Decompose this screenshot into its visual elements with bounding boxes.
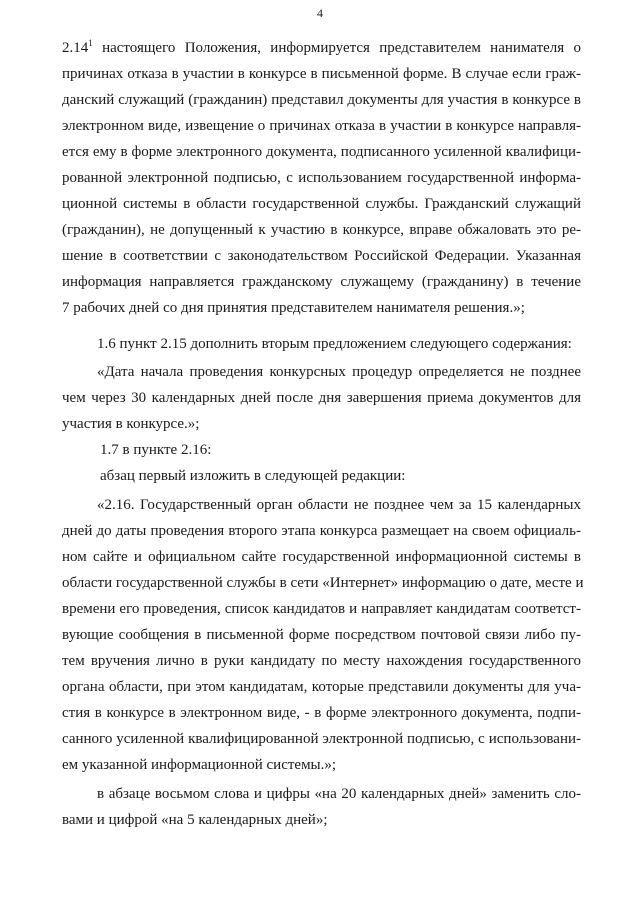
text-line: области государственной службы в сети «Интернет» информацию о дате, месте и	[62, 575, 584, 591]
text-line: абзац первый изложить в следующей редакции:	[100, 468, 406, 484]
text-line: 1.6 пункт 2.15 дополнить вторым предложением следующего содержания:	[97, 336, 572, 352]
text-line: участия в конкурсе.»;	[62, 416, 200, 432]
clause-number: 2.14	[62, 40, 89, 56]
text-line: данский служащий (гражданин) представил документы для участия в конкурсе в	[62, 92, 581, 108]
text-line: ем указанной информационной системы.»;	[62, 757, 337, 773]
text-line: ном сайте и официальном сайте государственной информационной системы в	[62, 549, 581, 565]
text-line: ционной системы в области государственной службы. Гражданский служащий	[62, 196, 581, 212]
text-line: (гражданин), не допущенный к участию в конкурсе, вправе обжаловать это ре-	[62, 222, 581, 238]
text-line: органа области, при этом кандидатам, которые представили документы для уча-	[62, 679, 581, 695]
text-line: 7 рабочих дней со дня принятия представителем нанимателя решения.»;	[62, 300, 525, 316]
text-line: шение в соответствии с законодательством Российской Федерации. Указанная	[62, 248, 581, 264]
text-line: электронном виде, извещение о причинах отказа в участии в конкурсе направля-	[62, 118, 581, 134]
text-line: чем через 30 календарных дней после дня завершения приема документов для	[62, 390, 581, 406]
page-number: 4	[317, 6, 323, 20]
text-line: ется ему в форме электронного документа, подписанного усиленной квалифици-	[62, 144, 581, 160]
text-line	[62, 40, 581, 57]
text-line: 1.7 в пункте 2.16:	[100, 442, 212, 458]
superscript: 1	[88, 38, 93, 48]
text-line: «Дата начала проведения конкурсных процедур определяется не позднее	[97, 364, 581, 380]
text-line: времени его проведения, список кандидатов и направляет кандидатам соответст-	[62, 601, 581, 617]
text-line: дней до даты проведения второго этапа конкурса размещает на своем официаль-	[62, 523, 581, 539]
text-line: «2.16. Государственный орган области не позднее чем за 15 календарных	[97, 497, 581, 513]
text-line: вами и цифрой «на 5 календарных дней»;	[62, 812, 328, 828]
text-line: тем вручения лично в руки кандидату по месту нахождения государственного	[62, 653, 581, 669]
text-line: информация направляется гражданскому служащему (гражданину) в течение	[62, 274, 581, 290]
text-line: санного усиленной квалифицированной электронной подписью, с использовани-	[62, 731, 581, 747]
text-line: рованной электронной подписью, с использованием государственной информа-	[62, 170, 581, 186]
text-line: вующие сообщения в письменной форме посредством почтовой связи либо пу-	[62, 627, 581, 643]
text-line: в абзаце восьмом слова и цифры «на 20 календарных дней» заменить сло-	[97, 786, 581, 802]
line-text: настоящего Положения, информируется представителем нанимателя о	[92, 40, 581, 56]
text-line: причинах отказа в участии в конкурсе в письменной форме. В случае если граж-	[62, 66, 581, 82]
text-line: стия в конкурсе в электронном виде, - в форме электронного документа, подпи-	[62, 705, 581, 721]
